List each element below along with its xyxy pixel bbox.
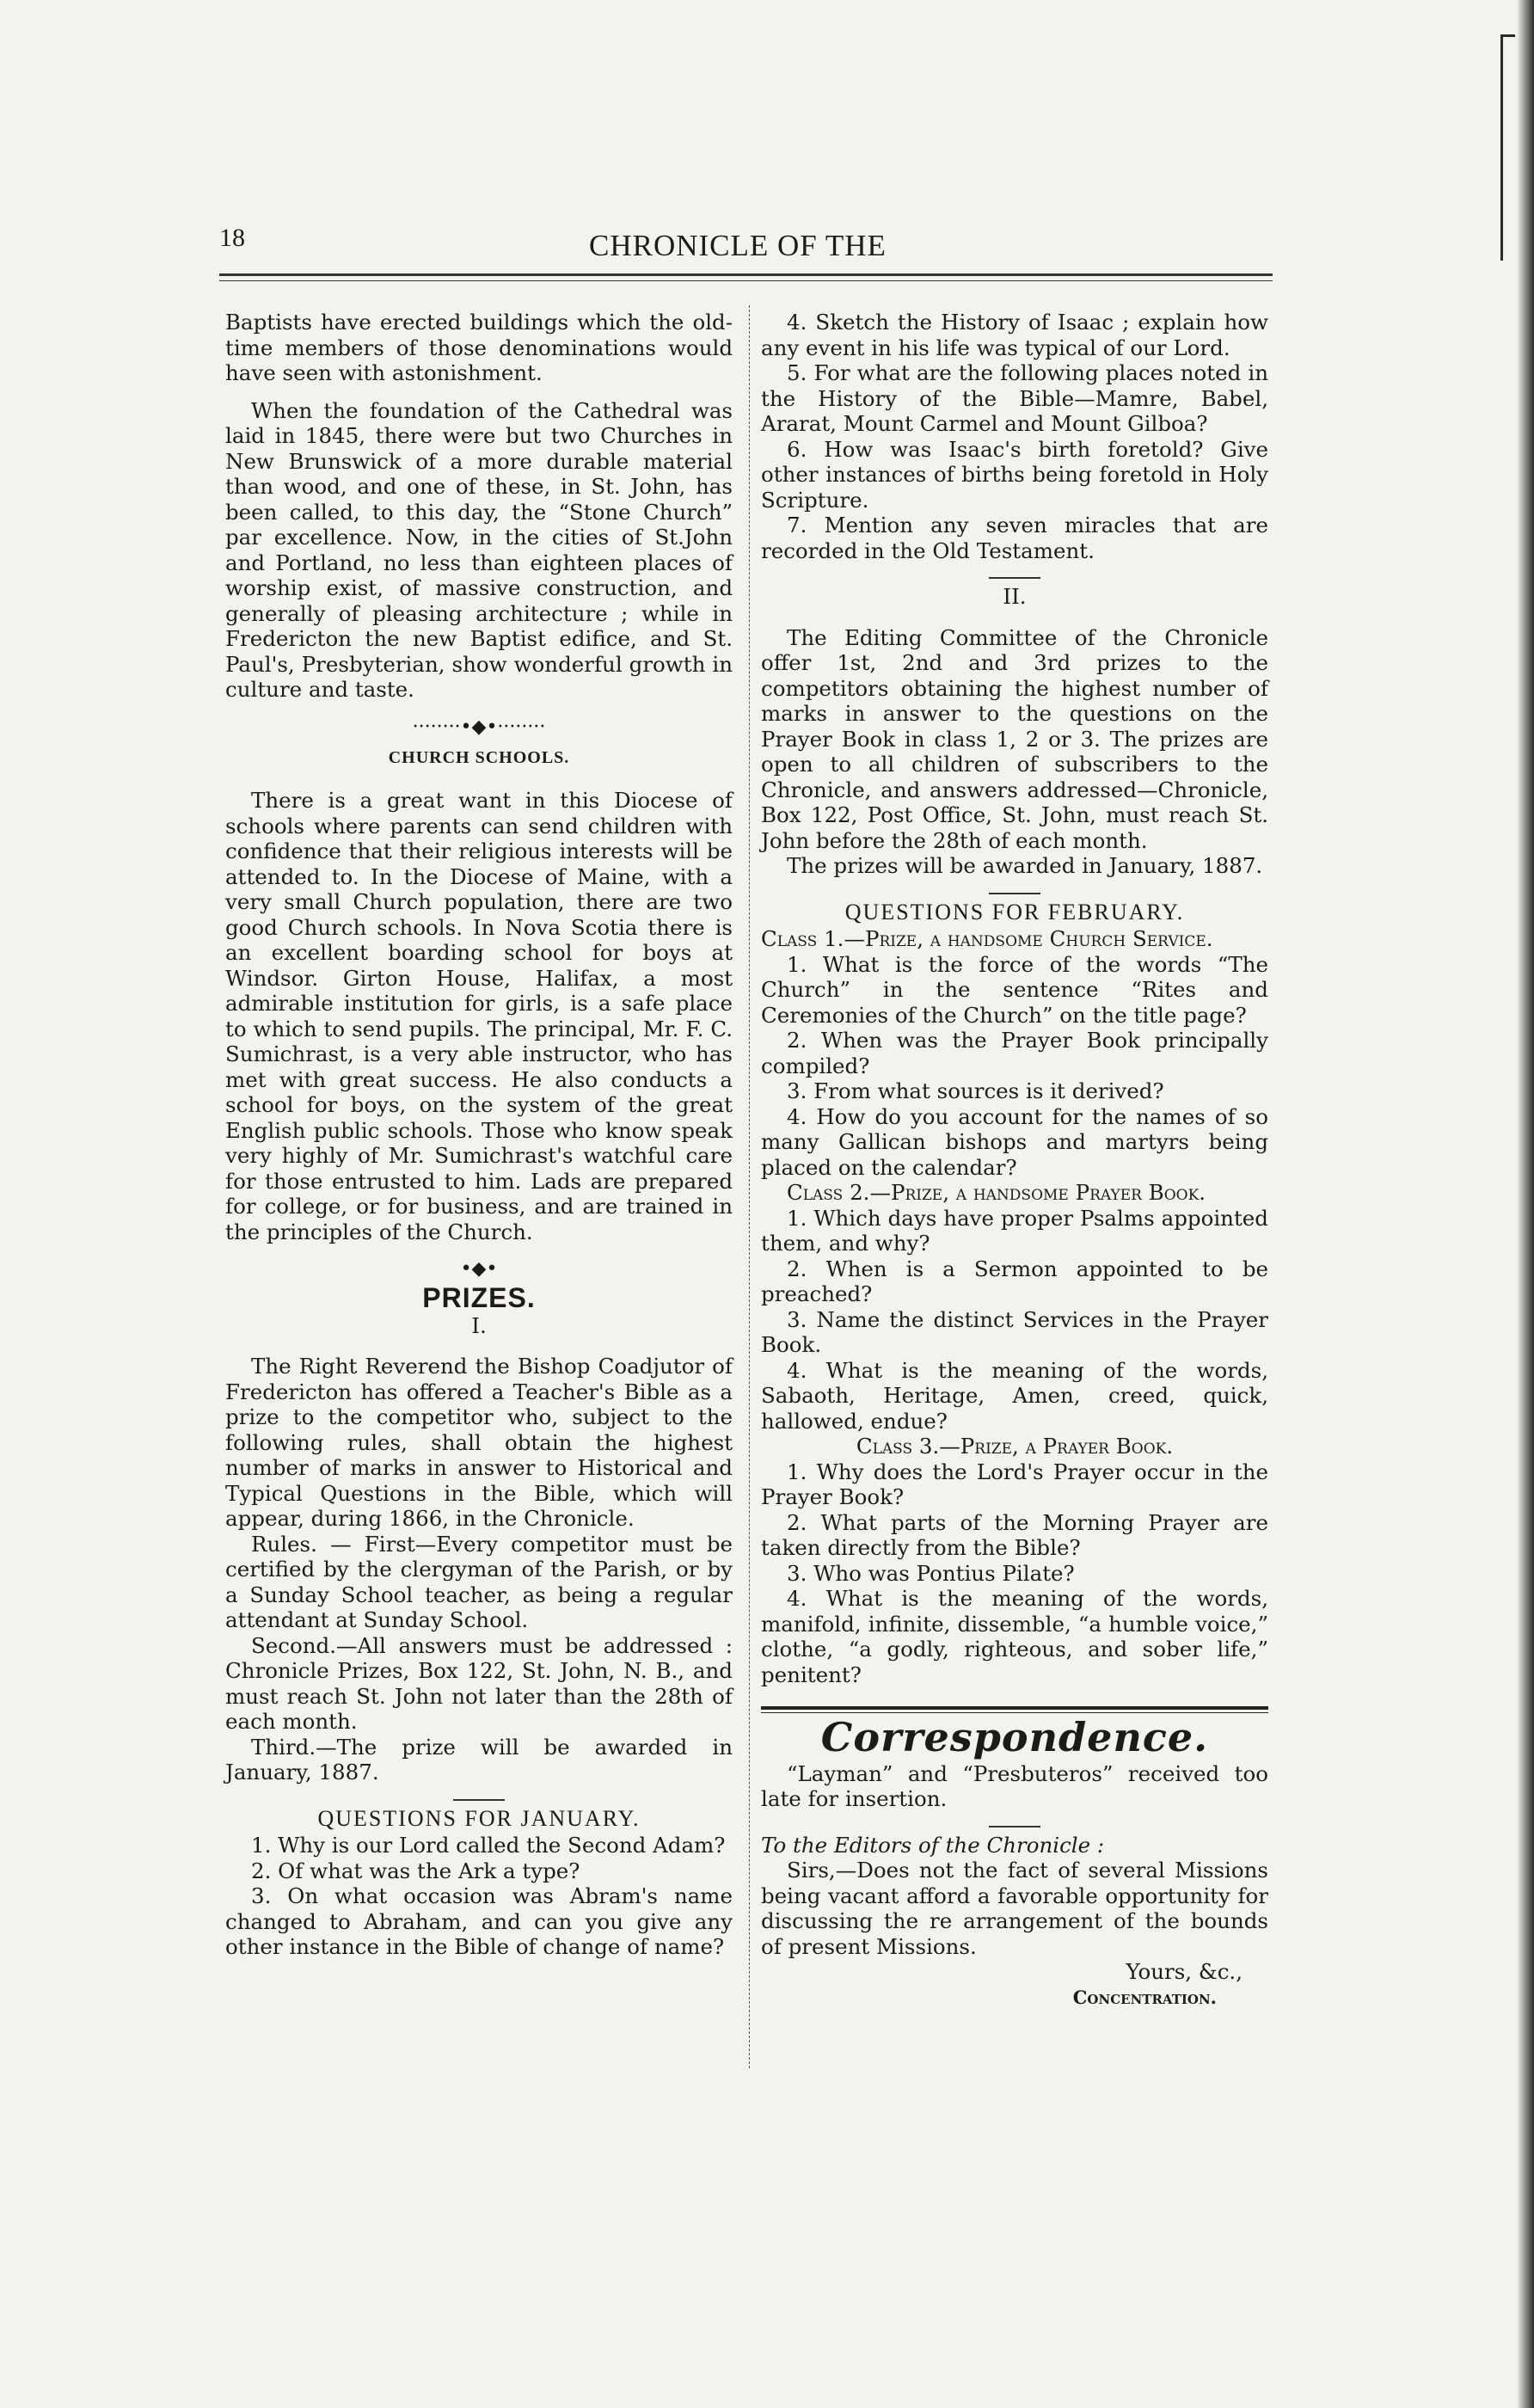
paragraph-baptists: Baptists have erected buildings which the old-time members of those denominations would have seen with astonishment. (225, 310, 733, 385)
section-heading-february: QUESTIONS FOR FEBRUARY. (844, 899, 1185, 924)
ornament-divider: ········•◆•········ (412, 716, 546, 738)
class-1-question-3: 3. From what sources is it derived? (787, 1078, 1164, 1103)
binding-mark (1500, 34, 1515, 261)
section-heading-prizes: PRIZES. (422, 1282, 536, 1313)
running-title: CHRONICLE OF THE (589, 229, 887, 262)
page-number: 18 (219, 224, 245, 252)
january-question-2: 2. Of what was the Ark a type? (251, 1858, 580, 1883)
class-1-question-4: 4. How do you account for the names of so many Gallican bishops and martyrs being placed on the calendar? (761, 1103, 1268, 1180)
class-2-question-2: 2. When is a Sermon appointed to be preached? (761, 1256, 1268, 1306)
class-3-question-3: 3. Who was Pontius Pilate? (787, 1560, 1075, 1586)
short-rule (989, 1826, 1040, 1828)
class-3-question-2: 2. What parts of the Morning Prayer are taken directly from the Bible? (761, 1509, 1268, 1560)
january-question-6: 6. How was Isaac's birth foretold? Give other instances of births being foretold in Holy Scripture. (761, 436, 1268, 513)
short-rule (989, 577, 1040, 579)
class-3-question-4: 4. What is the meaning of the words, manifold, infinite, dissemble, “a humble voice,” clothe, “a godly, righteous, and sober life,” penitent? (761, 1586, 1268, 1687)
page-edge (1517, 0, 1534, 2408)
paragraph-editing-committee: The Editing Committee of the Chronicle offer 1st, 2nd and 3rd prizes to the competitors obtaining the highest number of marks in answer to the questions on the Prayer Book in class 1, 2 or 3. The prizes are open to all children of subscribers to the Chronicle, and answers addressed—Chronicle, Box 122, Post Office, St. John, must reach St. John before the 28th of each month. (761, 624, 1268, 853)
section-heading-church-schools: CHURCH SCHOOLS. (388, 747, 570, 767)
class-1-question-1: 1. What is the force of the words “The Church” in the sentence “Rites and Ceremonies of the Church” on the title page? (761, 951, 1268, 1028)
paragraph-cathedral: When the foundation of the Cathedral was laid in 1845, there were but two Churches in New Brunswick of a more durable material than wood, and one of these, in St. John, has been called, to this day, the “Stone Church” par excellence. Now, in the cities of St.John and Portland, no less than eighteen places of worship exist, of massive construction, and generally of pleasing architecture ; while in Fredericton the new Baptist edifice, and St. Paul's, Presbyterian, show wonderful growth in culture and taste. (225, 397, 733, 702)
section-heading-january: QUESTIONS FOR JANUARY. (317, 1805, 641, 1831)
short-rule (989, 893, 1040, 894)
class-3-heading: Class 3.—Prize, a Prayer Book. (856, 1434, 1174, 1459)
class-1-question-2: 2. When was the Prayer Book principally compiled? (761, 1028, 1268, 1078)
header-rule-thin (219, 280, 1273, 281)
january-question-1: 1. Why is our Lord called the Second Adam? (251, 1833, 726, 1858)
ornament-divider: •◆• (460, 1258, 498, 1280)
class-2-question-1: 1. Which days have proper Psalms appointed them, and why? (761, 1205, 1268, 1256)
rule-first: Rules. — First—Every competitor must be certified by the clergyman of the Parish, or by a Sunday School teacher, as being a regular attendant at Sunday School. (225, 1531, 733, 1632)
paragraph-prizes: The Right Reverend the Bishop Coadjutor of Fredericton has offered a Teacher's Bible as a prize to the competitor who, subject to the following rules, shall obtain the highest number of marks in answer to Historical and Typical Questions in the Bible, which will appear, during 1866, in the Chronicle. (225, 1354, 733, 1531)
class-2-question-3: 3. Name the distinct Services in the Prayer Book. (761, 1306, 1268, 1357)
class-1-heading: Class 1.—Prize, a handsome Church Service. (761, 926, 1213, 951)
section-heading-correspondence: Correspondence. (820, 1714, 1209, 1760)
rule-second: Second.—All answers must be addressed : Chronicle Prizes, Box 122, St. John, N. B., and must reach St. John not later than the 28th of each month. (225, 1632, 733, 1734)
short-rule (453, 1799, 505, 1801)
january-question-7: 7. Mention any seven miracles that are recorded in the Old Testament. (761, 513, 1268, 563)
prizes-roman-numeral: I. (471, 1312, 487, 1338)
page-header (219, 222, 1273, 273)
january-question-4: 4. Sketch the History of Isaac ; explain how any event in his life was typical of our Lord. (761, 310, 1268, 360)
letter-body: Sirs,—Does not the fact of several Missions being vacant afford a favorable opportunity for discussing the re arrangement of the bounds of present Missions. (761, 1858, 1268, 1959)
letter-closing: Yours, &c., (1126, 1959, 1243, 1984)
letter-signature: Concentration. (1072, 1986, 1217, 2008)
header-rule (219, 273, 1273, 276)
january-question-3: 3. On what occasion was Abram's name changed to Abraham, and can you give any other instance in the Bible of change of name? (225, 1883, 733, 1959)
right-column (761, 310, 1268, 2010)
column-divider (749, 305, 750, 2068)
prizes-roman-numeral-ii: II. (1003, 584, 1027, 609)
correspondence-notice: “Layman” and “Presbuteros” received too late for insertion. (761, 1760, 1268, 1811)
paragraph-church-schools: There is a great want in this Diocese of schools where parents can send children with confidence that their religious interests will be attended to. In the Diocese of Maine, with a very small Church population, there are two good Church schools. In Nova Scotia there is an excellent boarding school for boys at Windsor. Girton House, Halifax, a most admirable institution for girls, is a safe place to which to send pupils. The principal, Mr. F. C. Sumichrast, is a very able instructor, who has met with great success. He also conducts a school for boys, on the system of the great English public schools. Those who know speak very highly of Mr. Sumichrast's watchful care for those entrusted to him. Lads are prepared for college, or for business, and are trained in the principles of the Church. (225, 788, 733, 1244)
class-3-question-1: 1. Why does the Lord's Prayer occur in the Prayer Book? (761, 1459, 1268, 1509)
class-2-question-4: 4. What is the meaning of the words, Sabaoth, Heritage, Amen, creed, quick, hallowed, endue? (761, 1357, 1268, 1434)
rule-third: Third.—The prize will be awarded in January, 1887. (225, 1734, 733, 1784)
january-question-5: 5. For what are the following places noted in the History of the Bible—Mamre, Babel, Ararat, Mount Carmel and Mount Gilboa? (761, 360, 1268, 436)
left-column (225, 310, 733, 1960)
letter-salutation: To the Editors of the Chronicle : (761, 1832, 1105, 1858)
paragraph-awarded: The prizes will be awarded in January, 1887. (787, 853, 1263, 878)
correspondence-rule (761, 1706, 1268, 1713)
class-2-heading: Class 2.—Prize, a handsome Prayer Book. (787, 1180, 1206, 1205)
